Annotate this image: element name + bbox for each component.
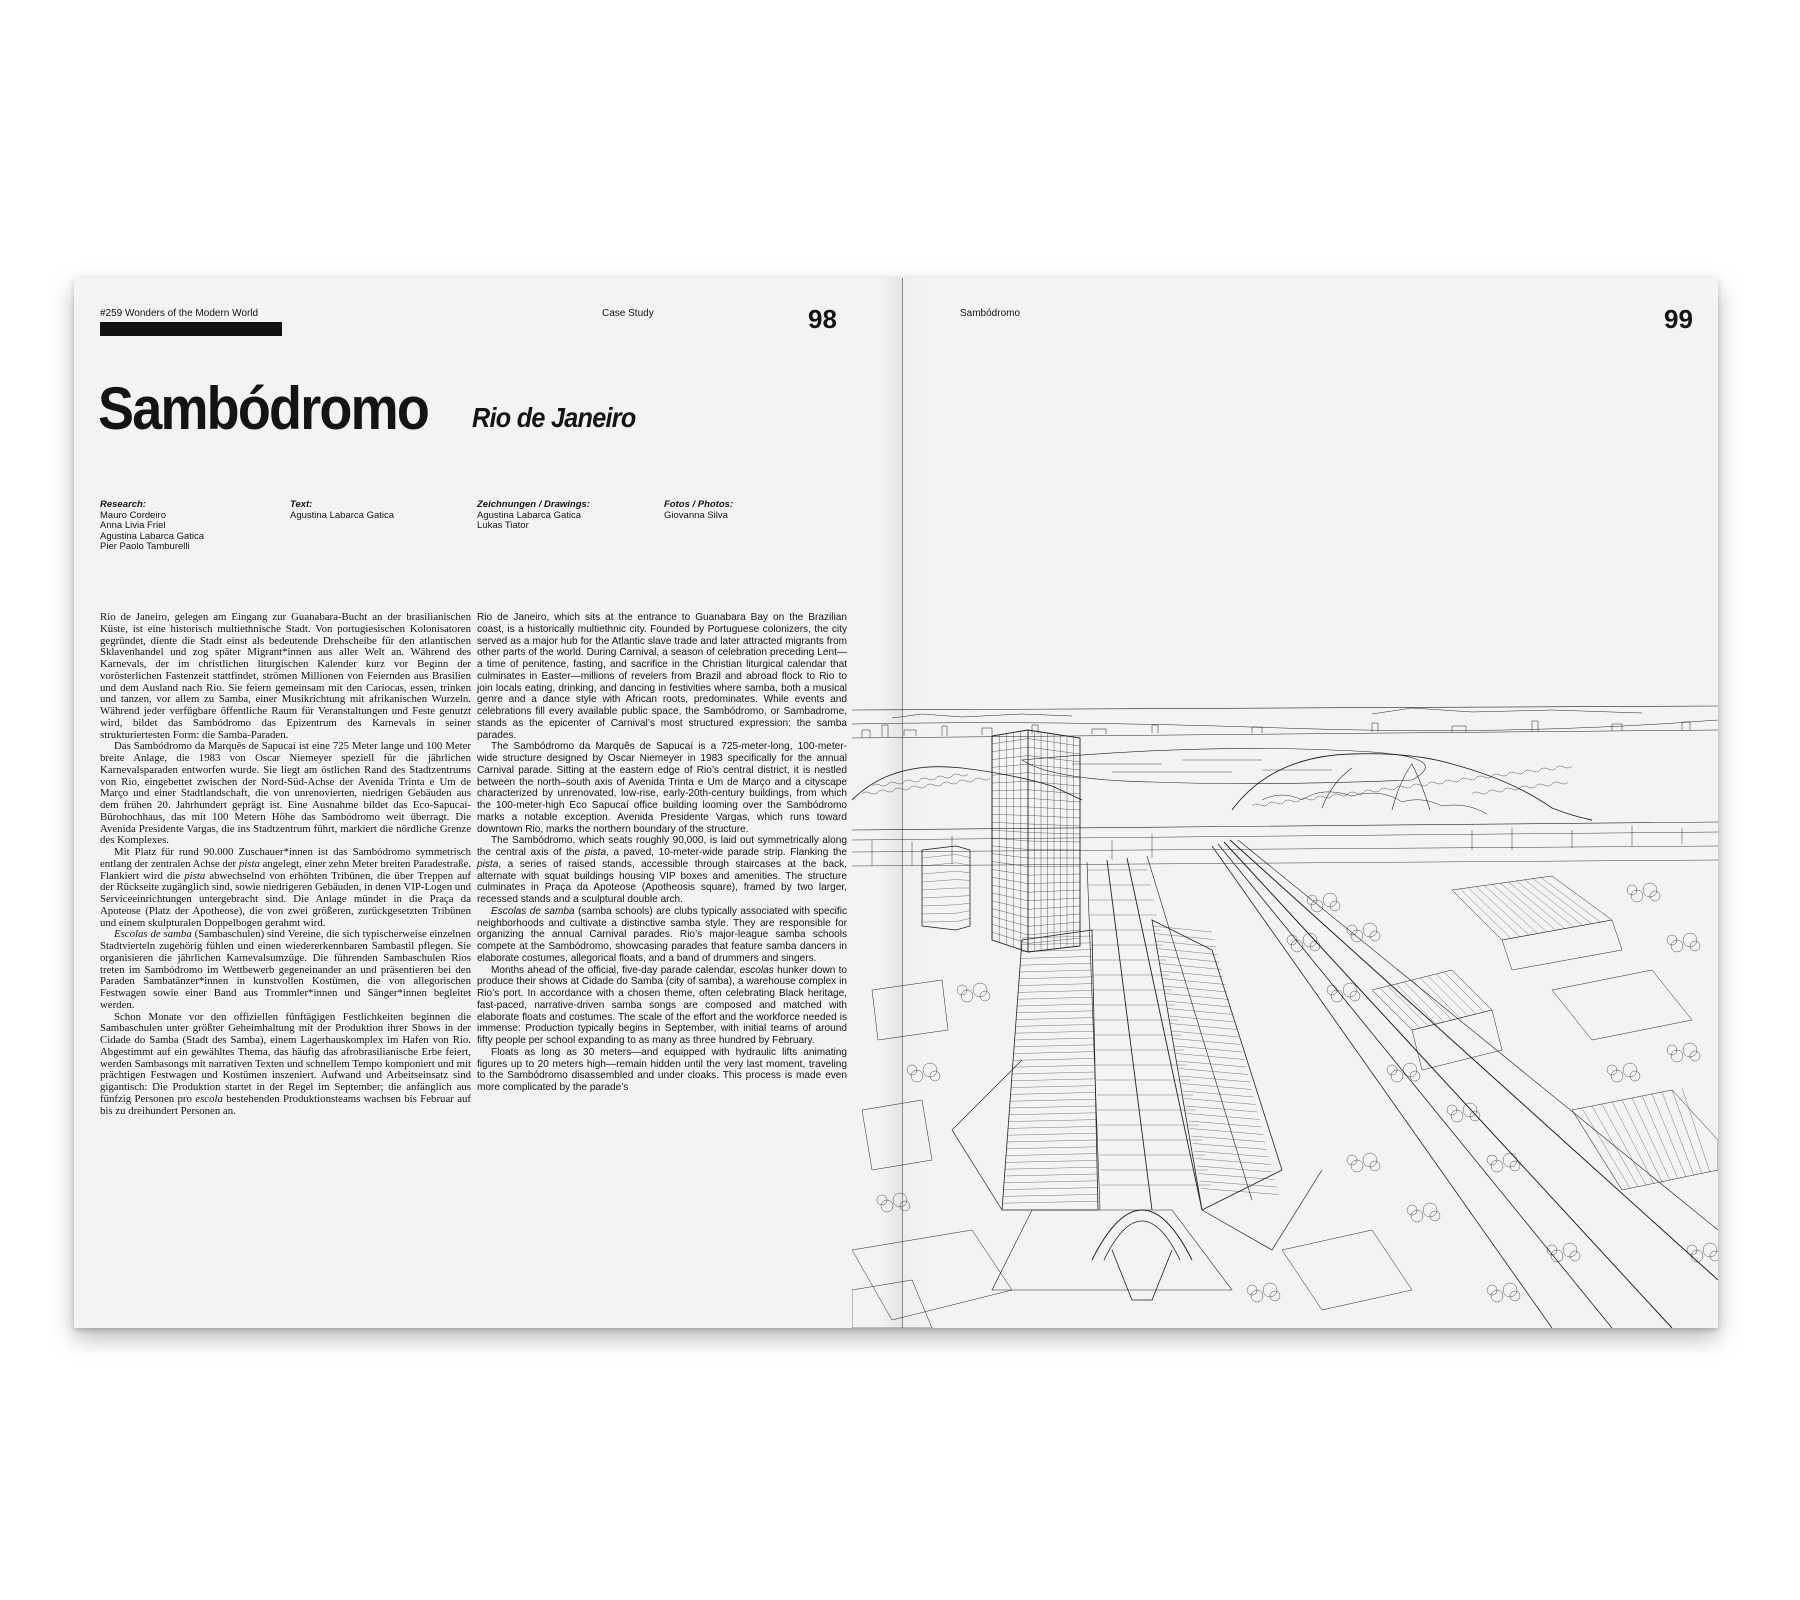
german-paragraph-4	[100, 929, 471, 1011]
credit-research	[100, 500, 204, 553]
text-run: (samba schools) are clubs typically associated with specific neighborhoods and cultivate a distinctive samba style. They are responsible for organizing the annual Carnival parades. Rio’s major-league samba schools compete at the Sambódromo, showcasing parades that feature samba dancers in elaborate costumes, allegorical floats, and a band of drummers and singers.	[477, 905, 848, 964]
credit-name: Mauro Cordeiro	[100, 509, 166, 521]
sambodromo-aerial-drawing	[852, 690, 1718, 1328]
credit-label: Text:	[290, 499, 313, 510]
english-column	[477, 612, 847, 1094]
english-paragraph-2: The Sambódromo da Marquês de Sapucaí is a 725-meter-long, 100-meter-wide structure designed by Oscar Niemeyer in 1983 specifically for the annual Carnival parade. Sitting at the eastern edge of Rio’s central district, it is nestled between the north–south axis of Avenida Trinta e Um de Março and a cityscape characterized by unrenovated, low-rise, early-20th-century buildings, from which the 100-meter-high Eco Sapucaí office building looming over the Sambódromo marks a notable exception. Avenida Presidente Vargas, which runs toward downtown Rio, marks the northern boundary of the structure.	[477, 741, 847, 835]
text-run: Mit Platz für rund 90.000 Zuschauer*innen ist das Sambódromo symmetrisch entlang der zentralen Achse der	[100, 846, 471, 870]
credit-drawings	[477, 500, 590, 532]
series-bar	[100, 322, 282, 336]
italic-term: pista	[477, 858, 499, 870]
german-paragraph-1: Rio de Janeiro, gelegen am Eingang zur Guanabara-Bucht an der brasilianischen Küste, ist eine historisch multiethnische Stadt. Von portugiesischen Kolonisatoren gegründet, diente die Stadt einst als bedeutende Drehscheibe für den atlantischen Sklavenhandel und zog später Migrant*innen aus aller Welt an. Während des Karnevals, der im christlichen liturgischen Kalender kurz vor Beginn der vorösterlichen Fastenzeit stattfindet, strömen Millionen von Feiernden aus Brasilien und dem Ausland nach Rio. Sie feiern gemeinsam mit den Cariocas, essen, trinken und tanzen, vor allem zu Samba, einer Musikrichtung mit afrikanischen Wurzeln. Während jeder verfügbare öffentliche Raum für Veranstaltungen und Feste genutzt wird, bildet das Sambódromo das Epizentrum des Karnevals in seiner strukturiertesten Form: die Samba-Paraden.	[100, 611, 471, 741]
credit-name: Anna Livia Friel	[100, 520, 166, 531]
italic-term: pista	[238, 857, 260, 870]
text-run: Schon Monate vor den offiziellen fünftägigen Festlichkeiten beginnen die Sambaschulen unter größter Geheimhaltung mit der Produktion ihrer Shows in der Cidade do Samba (Stadt des Samba), einem Lagerhauskomplex im Hafen von Rio. Abgestimmt auf ein gewähltes Thema, das häufig das afrobrasilianische Erbe feiert, werden Sambasongs mit narrativen Texten und schnellem Tempo komponiert und mit prächtigen Festwagen und Kostümen inszeniert. Aufwand und Arbeitseinsatz sind gigantisch: Die Produktion startet in der Regel im September; die anfänglich aus fünfzig Personen pro	[100, 1010, 471, 1105]
credit-label: Fotos / Photos:	[664, 499, 734, 510]
english-paragraph-6: Floats as long as 30 meters—and equipped with hydraulic lifts animating figures up to 20 meters high—remain hidden until the very last moment, traveling to the Sambódromo disassembled and under cloaks. This process is made even more complicated by the parade’s	[477, 1046, 847, 1093]
credit-name: Agustina Labarca Gatica	[477, 509, 582, 521]
credit-name: Lukas Tiator	[477, 520, 529, 531]
english-paragraph-1: Rio de Janeiro, which sits at the entrance to Guanabara Bay on the Brazilian coast, is a historically multiethnic city. Founded by Portuguese colonizers, the city served as a major hub for the Atlantic slave trade and later attracted migrants from other parts of the world. During Carnival, a season of celebration preceding Lent—a time of penitence, fasting, and sacrifice in the Christian liturgical calendar that culminates in Easter—millions of revelers from Brazil and abroad flock to Rio to join locals eating, drinking, and dancing in festivities where samba, both a musical genre and a dance style with African roots, predominates. While events and celebrations fill every available public space, the Sambódromo, or Sambadrome, stands as the epicenter of Carnival’s most structured expression: the samba parades.	[477, 612, 847, 741]
text-run: , a paved, 10-meter-wide parade strip. Flanking the	[606, 847, 847, 858]
german-column	[100, 612, 471, 1117]
italic-term: Escolas de samba	[114, 928, 192, 941]
credit-label: Research:	[100, 499, 146, 510]
section-label: Case Study	[602, 308, 654, 319]
text-run: Months ahead of the official, five-day parade calendar,	[491, 964, 740, 976]
page-number-left: 98	[808, 304, 837, 334]
german-paragraph-2: Das Sambódromo da Marquês de Sapucaí ist eine 725 Meter lange und 100 Meter breite Anlage, die 1983 von Oscar Niemeyer speziell für die jährlichen Karnevalsparaden entworfen wurde. Sie liegt am östlichen Rand des Stadtzentrums von Rio, eingebettet zwischen der Nord-Süd-Achse der Avenida Trinta e Um de Março und einer Stadtlandschaft, die von unrenovierten, niedrigen Gebäuden aus dem frühen 20. Jahrhundert geprägt ist. Eine Ausnahme bildet das Eco-Sapucaí-Bürohochhaus, das mit 100 Metern Höhe das Sambódromo weit überragt. Die Avenida Presidente Vargas, die ins Stadtzentrum führt, markiert die nördliche Grenze des Komplexes.	[100, 740, 471, 847]
english-paragraph-5	[477, 965, 847, 1047]
page-number-right: 99	[1664, 304, 1693, 334]
right-page-header: Sambódromo	[960, 308, 1021, 319]
text-run: bestehenden Produktionsteams wachsen bis Februar auf bis zu dreihundert Personen an.	[100, 1092, 471, 1117]
italic-term: escolas	[739, 964, 774, 976]
english-paragraph-3	[477, 835, 847, 906]
italic-term: pista	[584, 847, 607, 858]
text-run: hunker down to produce their shows at Cidade do Samba (city of samba), a warehouse complex in Rio’s port. In accordance with a chosen theme, often celebrating Black heritage, fast-paced, narrative-driven samba songs are composed and matched with elaborate floats and costumes. The scale of the effort and the workforce needed is immense: Production typically begins in September, with initial teams of around fifty people per school expanding to as many as three hundred by February.	[477, 964, 847, 1046]
magazine-spread	[74, 278, 1718, 1328]
german-paragraph-5	[100, 1012, 471, 1118]
text-run: , a series of raised stands, accessible through staircases at the back, alternate with squat buildings housing VIP boxes and amenities. The structure culminates in Praça da Apoteose (Apotheosis square), framed by two larger, recessed stands and a sculptural double arch.	[477, 858, 847, 905]
credit-name: Giovanna Silva	[664, 509, 728, 521]
credit-name: Agustina Labarca Gatica	[290, 509, 395, 521]
italic-term: pista	[184, 869, 206, 882]
text-run: angelegt, einer zehn Meter breiten Paradestraße. Flankiert wird die	[100, 857, 471, 882]
credit-name: Agustina Labarca Gatica	[100, 530, 205, 542]
text-run: (Sambaschulen) sind Vereine, die sich typischerweise einzelnen Stadtvierteln zugehörig fühlen und einen wiedererkennbaren Sambastil pflegen. Sie organisieren die jährlichen Karnevalsumzüge. Die führenden Sambaschulen Rios treten im Sambódromo im Wettbewerb gegeneinander an und präsentieren bei den Paraden Sambatänzer*innen in kunstvollen Kostümen, die von allegorischen Festwagen sowie einer Band aus Trommler*innen und Sänger*innen begleitet werden.	[100, 928, 472, 1011]
english-paragraph-4	[477, 906, 847, 965]
italic-term: Escolas de samba	[491, 905, 575, 917]
text-run: The Sambódromo, which seats roughly 90,000, is laid out symmetrically along the central axis of the	[477, 835, 847, 858]
credit-label: Zeichnungen / Drawings:	[477, 499, 590, 510]
credit-photos	[664, 500, 733, 521]
credit-text	[290, 500, 394, 521]
german-paragraph-3	[100, 847, 471, 929]
italic-term: escola	[195, 1092, 223, 1105]
text-run: abwechselnd von erhöhten Tribünen, die über Treppen auf der Rückseite zugänglich sind, sowie niedrigeren Gebäuden, in denen VIP-Logen und Serviceeinrichtungen untergebracht sind. Die Anlage mündet in die Praça da Apoteose (Platz der Apotheose), die von zwei größeren, zurückgesetzten Tribünen und einem skulpturalen Doppelbogen gerahmt wird.	[100, 869, 471, 929]
series-label: #259 Wonders of the Modern World	[100, 308, 259, 319]
page-subtitle: Rio de Janeiro	[472, 402, 636, 433]
credit-name: Pier Paolo Tamburelli	[100, 541, 190, 552]
page-title: Sambódromo	[98, 375, 429, 442]
